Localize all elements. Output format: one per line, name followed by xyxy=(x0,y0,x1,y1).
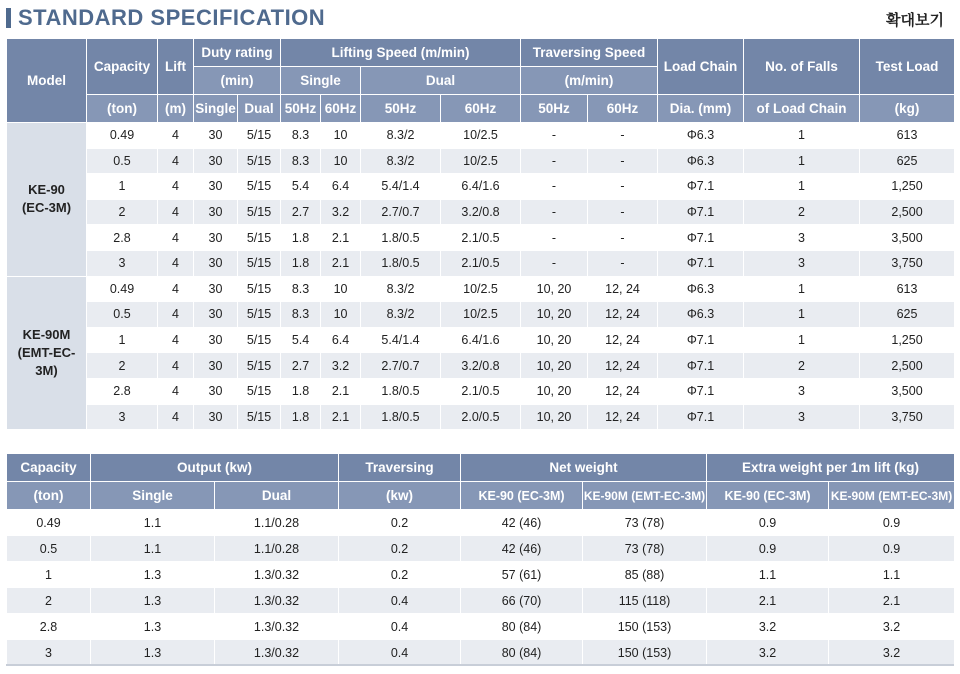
cell-duty-single: 30 xyxy=(194,353,238,379)
cell-t50: 10, 20 xyxy=(521,353,588,379)
cell-chain: Φ7.1 xyxy=(658,404,744,430)
cell-d50: 8.3/2 xyxy=(361,276,441,302)
cell-t60: - xyxy=(588,148,658,174)
output-table xyxy=(6,453,955,666)
page-header xyxy=(0,0,960,36)
spec-row xyxy=(7,225,955,251)
out-col-traversing: Traversing xyxy=(339,454,461,482)
cell-t50: - xyxy=(521,123,588,149)
cell-lift: 4 xyxy=(158,123,194,149)
cell-t50: - xyxy=(521,148,588,174)
out-cell-trav: 0.4 xyxy=(339,614,461,640)
out-cell-nw2: 73 (78) xyxy=(583,536,707,562)
out-single: Single xyxy=(91,482,215,510)
lift-unit: (m) xyxy=(158,95,194,123)
cell-t60: 12, 24 xyxy=(588,378,658,404)
out-cell-dual: 1.3/0.32 xyxy=(215,562,339,588)
cell-duty-single: 30 xyxy=(194,199,238,225)
ls-single-50hz: 50Hz xyxy=(281,95,321,123)
out-cell-dual: 1.1/0.28 xyxy=(215,510,339,536)
cell-test: 613 xyxy=(860,123,955,149)
spec-row xyxy=(7,199,955,225)
cell-t60: - xyxy=(588,123,658,149)
cell-capacity: 1 xyxy=(87,327,158,353)
out-cell-trav: 0.4 xyxy=(339,588,461,614)
load-chain-unit: Dia. (mm) xyxy=(658,95,744,123)
cell-d50: 1.8/0.5 xyxy=(361,378,441,404)
cell-capacity: 0.5 xyxy=(87,148,158,174)
cell-t50: 10, 20 xyxy=(521,404,588,430)
spec-row xyxy=(7,276,955,302)
out-cell-capacity: 0.49 xyxy=(7,510,91,536)
cell-t50: 10, 20 xyxy=(521,378,588,404)
ts-50hz: 50Hz xyxy=(521,95,588,123)
out-cell-capacity: 2 xyxy=(7,588,91,614)
cell-falls: 3 xyxy=(744,250,860,276)
out-cell-trav: 0.4 xyxy=(339,640,461,666)
cell-duty-single: 30 xyxy=(194,174,238,200)
cell-falls: 1 xyxy=(744,148,860,174)
col-model: Model xyxy=(7,39,87,123)
out-ew-ke90: KE-90 (EC-3M) xyxy=(707,482,829,510)
cell-s50: 8.3 xyxy=(281,276,321,302)
cell-lift: 4 xyxy=(158,250,194,276)
cell-falls: 1 xyxy=(744,123,860,149)
cell-t50: - xyxy=(521,225,588,251)
cell-t50: 10, 20 xyxy=(521,302,588,328)
cell-s50: 1.8 xyxy=(281,225,321,251)
out-cell-ew2: 3.2 xyxy=(829,614,955,640)
col-traversing-speed: Traversing Speed xyxy=(521,39,658,67)
cell-t50: - xyxy=(521,250,588,276)
out-col-extra-weight: Extra weight per 1m lift (kg) xyxy=(707,454,955,482)
cell-duty-dual: 5/15 xyxy=(238,378,281,404)
out-cell-nw1: 80 (84) xyxy=(461,614,583,640)
spec-row xyxy=(7,353,955,379)
cell-d60: 2.0/0.5 xyxy=(441,404,521,430)
cell-test: 1,250 xyxy=(860,174,955,200)
out-cell-dual: 1.3/0.32 xyxy=(215,614,339,640)
out-cell-capacity: 1 xyxy=(7,562,91,588)
cell-test: 3,500 xyxy=(860,225,955,251)
cell-chain: Φ7.1 xyxy=(658,174,744,200)
cell-t60: - xyxy=(588,174,658,200)
cell-lift: 4 xyxy=(158,327,194,353)
cell-s60: 3.2 xyxy=(321,199,361,225)
cell-lift: 4 xyxy=(158,276,194,302)
cell-d60: 10/2.5 xyxy=(441,123,521,149)
out-cell-ew1: 0.9 xyxy=(707,536,829,562)
out-cell-ew1: 3.2 xyxy=(707,614,829,640)
cell-s60: 10 xyxy=(321,123,361,149)
out-cell-nw2: 150 (153) xyxy=(583,614,707,640)
cell-duty-single: 30 xyxy=(194,378,238,404)
out-cell-nw1: 42 (46) xyxy=(461,510,583,536)
spec-row xyxy=(7,174,955,200)
out-nw-ke90m: KE-90M (EMT-EC-3M) xyxy=(583,482,707,510)
cell-falls: 1 xyxy=(744,302,860,328)
cell-test: 625 xyxy=(860,302,955,328)
cell-chain: Φ6.3 xyxy=(658,123,744,149)
cell-capacity: 0.49 xyxy=(87,123,158,149)
col-load-chain: Load Chain xyxy=(658,39,744,95)
cell-capacity: 0.49 xyxy=(87,276,158,302)
model-code: (EC-3M) xyxy=(21,200,72,216)
cell-s50: 2.7 xyxy=(281,199,321,225)
cell-chain: Φ7.1 xyxy=(658,353,744,379)
cell-chain: Φ7.1 xyxy=(658,327,744,353)
out-cell-single: 1.3 xyxy=(91,562,215,588)
cell-t60: 12, 24 xyxy=(588,353,658,379)
cell-duty-dual: 5/15 xyxy=(238,225,281,251)
cell-d50: 5.4/1.4 xyxy=(361,327,441,353)
cell-t60: 12, 24 xyxy=(588,404,658,430)
cell-lift: 4 xyxy=(158,199,194,225)
cell-test: 2,500 xyxy=(860,199,955,225)
test-load-unit: (kg) xyxy=(860,95,955,123)
out-cell-single: 1.3 xyxy=(91,614,215,640)
out-cell-capacity: 0.5 xyxy=(7,536,91,562)
cell-duty-dual: 5/15 xyxy=(238,148,281,174)
cell-d50: 5.4/1.4 xyxy=(361,174,441,200)
out-cell-trav: 0.2 xyxy=(339,510,461,536)
cell-capacity: 1 xyxy=(87,174,158,200)
cell-d50: 8.3/2 xyxy=(361,302,441,328)
out-cell-nw1: 57 (61) xyxy=(461,562,583,588)
cell-t60: - xyxy=(588,199,658,225)
cell-falls: 2 xyxy=(744,199,860,225)
cell-lift: 4 xyxy=(158,404,194,430)
cell-duty-single: 30 xyxy=(194,327,238,353)
out-ew-ke90m: KE-90M (EMT-EC-3M) xyxy=(829,482,955,510)
out-col-net-weight: Net weight xyxy=(461,454,707,482)
ts-60hz: 60Hz xyxy=(588,95,658,123)
cell-d60: 6.4/1.6 xyxy=(441,174,521,200)
cell-duty-single: 30 xyxy=(194,148,238,174)
cell-falls: 2 xyxy=(744,353,860,379)
cell-d50: 1.8/0.5 xyxy=(361,225,441,251)
cell-lift: 4 xyxy=(158,174,194,200)
out-cell-capacity: 3 xyxy=(7,640,91,666)
cell-d60: 2.1/0.5 xyxy=(441,378,521,404)
zoom-button[interactable]: 확대보기 xyxy=(886,12,944,29)
cell-s50: 1.8 xyxy=(281,378,321,404)
bottom-divider xyxy=(6,664,954,666)
cell-s50: 5.4 xyxy=(281,327,321,353)
out-cell-single: 1.3 xyxy=(91,640,215,666)
out-col-capacity: Capacity xyxy=(7,454,91,482)
out-capacity-unit: (ton) xyxy=(7,482,91,510)
cell-t60: - xyxy=(588,250,658,276)
cell-capacity: 3 xyxy=(87,250,158,276)
cell-lift: 4 xyxy=(158,148,194,174)
cell-falls: 1 xyxy=(744,276,860,302)
cell-test: 625 xyxy=(860,148,955,174)
cell-t50: - xyxy=(521,199,588,225)
cell-s60: 2.1 xyxy=(321,250,361,276)
output-row xyxy=(7,588,955,614)
cell-test: 613 xyxy=(860,276,955,302)
cell-s60: 2.1 xyxy=(321,378,361,404)
cell-d50: 1.8/0.5 xyxy=(361,404,441,430)
out-cell-ew1: 0.9 xyxy=(707,510,829,536)
cell-s60: 2.1 xyxy=(321,404,361,430)
cell-t50: 10, 20 xyxy=(521,276,588,302)
cell-s60: 10 xyxy=(321,148,361,174)
output-row xyxy=(7,536,955,562)
output-row xyxy=(7,640,955,666)
out-cell-ew2: 0.9 xyxy=(829,510,955,536)
cell-s50: 8.3 xyxy=(281,148,321,174)
spec-row xyxy=(7,148,955,174)
cell-chain: Φ7.1 xyxy=(658,378,744,404)
cell-d60: 10/2.5 xyxy=(441,276,521,302)
out-cell-nw1: 42 (46) xyxy=(461,536,583,562)
ls-dual: Dual xyxy=(361,67,521,95)
out-traversing-unit: (kw) xyxy=(339,482,461,510)
cell-t60: 12, 24 xyxy=(588,327,658,353)
spec-table xyxy=(6,38,955,430)
col-duty-rating: Duty rating xyxy=(194,39,281,67)
model-cell xyxy=(7,123,87,277)
cell-chain: Φ6.3 xyxy=(658,148,744,174)
cell-duty-dual: 5/15 xyxy=(238,353,281,379)
cell-d50: 8.3/2 xyxy=(361,148,441,174)
cell-d60: 3.2/0.8 xyxy=(441,199,521,225)
cell-duty-dual: 5/15 xyxy=(238,404,281,430)
out-nw-ke90: KE-90 (EC-3M) xyxy=(461,482,583,510)
out-cell-ew1: 3.2 xyxy=(707,640,829,666)
cell-chain: Φ7.1 xyxy=(658,199,744,225)
model-code: (EMT-EC-3M) xyxy=(17,344,76,378)
cell-duty-dual: 5/15 xyxy=(238,276,281,302)
cell-s50: 2.7 xyxy=(281,353,321,379)
out-cell-nw1: 80 (84) xyxy=(461,640,583,666)
cell-capacity: 2.8 xyxy=(87,378,158,404)
cell-t60: - xyxy=(588,225,658,251)
cell-test: 1,250 xyxy=(860,327,955,353)
cell-duty-single: 30 xyxy=(194,276,238,302)
ls-dual-60hz: 60Hz xyxy=(441,95,521,123)
out-cell-ew2: 0.9 xyxy=(829,536,955,562)
spec-row xyxy=(7,302,955,328)
cell-duty-dual: 5/15 xyxy=(238,302,281,328)
spec-row xyxy=(7,123,955,149)
cell-duty-dual: 5/15 xyxy=(238,250,281,276)
cell-lift: 4 xyxy=(158,353,194,379)
cell-d50: 2.7/0.7 xyxy=(361,353,441,379)
out-cell-single: 1.3 xyxy=(91,588,215,614)
output-row xyxy=(7,510,955,536)
output-row xyxy=(7,614,955,640)
cell-falls: 1 xyxy=(744,174,860,200)
cell-t60: 12, 24 xyxy=(588,276,658,302)
cell-d60: 2.1/0.5 xyxy=(441,225,521,251)
col-capacity: Capacity xyxy=(87,39,158,95)
out-cell-dual: 1.3/0.32 xyxy=(215,588,339,614)
cell-capacity: 2 xyxy=(87,199,158,225)
duty-dual: Dual xyxy=(238,95,281,123)
cell-falls: 1 xyxy=(744,327,860,353)
col-test-load: Test Load xyxy=(860,39,955,95)
spec-row xyxy=(7,250,955,276)
cell-capacity: 2.8 xyxy=(87,225,158,251)
cell-d60: 3.2/0.8 xyxy=(441,353,521,379)
out-cell-ew2: 3.2 xyxy=(829,640,955,666)
cell-s50: 5.4 xyxy=(281,174,321,200)
model-cell xyxy=(7,276,87,430)
out-cell-trav: 0.2 xyxy=(339,536,461,562)
spec-row xyxy=(7,327,955,353)
capacity-unit: (ton) xyxy=(87,95,158,123)
out-cell-nw2: 115 (118) xyxy=(583,588,707,614)
cell-s50: 8.3 xyxy=(281,302,321,328)
cell-s50: 8.3 xyxy=(281,123,321,149)
cell-falls: 3 xyxy=(744,225,860,251)
page-title: STANDARD SPECIFICATION xyxy=(18,5,326,30)
cell-falls: 3 xyxy=(744,404,860,430)
cell-d50: 8.3/2 xyxy=(361,123,441,149)
cell-t60: 12, 24 xyxy=(588,302,658,328)
cell-duty-single: 30 xyxy=(194,404,238,430)
model-name: KE-90M xyxy=(22,326,71,342)
cell-test: 3,500 xyxy=(860,378,955,404)
cell-chain: Φ7.1 xyxy=(658,225,744,251)
cell-capacity: 0.5 xyxy=(87,302,158,328)
ts-unit: (m/min) xyxy=(521,67,658,95)
cell-test: 3,750 xyxy=(860,404,955,430)
out-cell-nw2: 150 (153) xyxy=(583,640,707,666)
cell-s60: 10 xyxy=(321,302,361,328)
spec-row xyxy=(7,404,955,430)
cell-lift: 4 xyxy=(158,378,194,404)
cell-falls: 3 xyxy=(744,378,860,404)
cell-d60: 6.4/1.6 xyxy=(441,327,521,353)
cell-d60: 10/2.5 xyxy=(441,148,521,174)
out-cell-nw2: 73 (78) xyxy=(583,510,707,536)
out-cell-single: 1.1 xyxy=(91,536,215,562)
cell-duty-single: 30 xyxy=(194,123,238,149)
cell-duty-single: 30 xyxy=(194,250,238,276)
cell-duty-dual: 5/15 xyxy=(238,327,281,353)
col-lifting-speed: Lifting Speed (m/min) xyxy=(281,39,521,67)
cell-chain: Φ7.1 xyxy=(658,250,744,276)
out-cell-dual: 1.3/0.32 xyxy=(215,640,339,666)
cell-d50: 2.7/0.7 xyxy=(361,199,441,225)
cell-s60: 6.4 xyxy=(321,174,361,200)
cell-duty-single: 30 xyxy=(194,225,238,251)
cell-s60: 3.2 xyxy=(321,353,361,379)
duty-single: Single xyxy=(194,95,238,123)
out-cell-single: 1.1 xyxy=(91,510,215,536)
cell-s60: 2.1 xyxy=(321,225,361,251)
cell-s50: 1.8 xyxy=(281,250,321,276)
cell-t50: - xyxy=(521,174,588,200)
cell-lift: 4 xyxy=(158,302,194,328)
cell-test: 2,500 xyxy=(860,353,955,379)
out-cell-ew2: 2.1 xyxy=(829,588,955,614)
cell-duty-dual: 5/15 xyxy=(238,199,281,225)
ls-single-60hz: 60Hz xyxy=(321,95,361,123)
cell-duty-dual: 5/15 xyxy=(238,174,281,200)
ls-single: Single xyxy=(281,67,361,95)
out-cell-capacity: 2.8 xyxy=(7,614,91,640)
cell-capacity: 2 xyxy=(87,353,158,379)
cell-duty-dual: 5/15 xyxy=(238,123,281,149)
duty-unit: (min) xyxy=(194,67,281,95)
col-falls: No. of Falls xyxy=(744,39,860,95)
out-cell-nw1: 66 (70) xyxy=(461,588,583,614)
falls-sub: of Load Chain xyxy=(744,95,860,123)
cell-duty-single: 30 xyxy=(194,302,238,328)
spec-row xyxy=(7,378,955,404)
out-cell-ew1: 2.1 xyxy=(707,588,829,614)
output-row xyxy=(7,562,955,588)
out-col-output: Output (kw) xyxy=(91,454,339,482)
out-cell-ew2: 1.1 xyxy=(829,562,955,588)
cell-capacity: 3 xyxy=(87,404,158,430)
out-cell-trav: 0.2 xyxy=(339,562,461,588)
cell-s50: 1.8 xyxy=(281,404,321,430)
cell-d60: 2.1/0.5 xyxy=(441,250,521,276)
out-dual: Dual xyxy=(215,482,339,510)
cell-t50: 10, 20 xyxy=(521,327,588,353)
cell-d60: 10/2.5 xyxy=(441,302,521,328)
out-cell-nw2: 85 (88) xyxy=(583,562,707,588)
title-accent-bar xyxy=(6,8,11,28)
ls-dual-50hz: 50Hz xyxy=(361,95,441,123)
cell-s60: 6.4 xyxy=(321,327,361,353)
cell-s60: 10 xyxy=(321,276,361,302)
model-name: KE-90 xyxy=(28,182,65,198)
out-cell-dual: 1.1/0.28 xyxy=(215,536,339,562)
out-cell-ew1: 1.1 xyxy=(707,562,829,588)
cell-test: 3,750 xyxy=(860,250,955,276)
cell-d50: 1.8/0.5 xyxy=(361,250,441,276)
cell-chain: Φ6.3 xyxy=(658,276,744,302)
cell-chain: Φ6.3 xyxy=(658,302,744,328)
col-lift: Lift xyxy=(158,39,194,95)
cell-lift: 4 xyxy=(158,225,194,251)
